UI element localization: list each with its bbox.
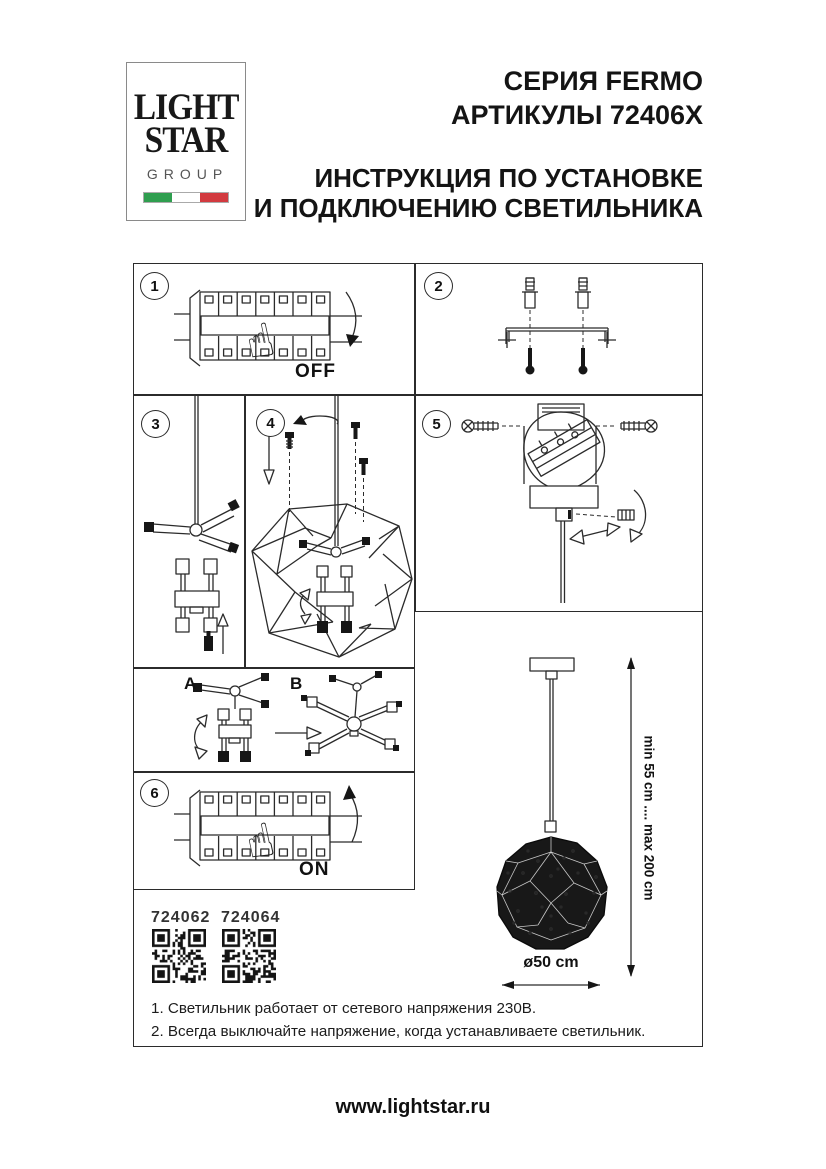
lightstar-logo — [126, 62, 246, 221]
flag-white — [172, 193, 200, 202]
step-4-cage-shade-diagram — [247, 396, 415, 666]
step-2-number: 2 — [424, 272, 453, 300]
on-label: ON — [299, 859, 330, 880]
note-1: 1. Светильник работает от сетевого напряжения 230В. — [151, 1000, 537, 1017]
step-5-number: 5 — [422, 410, 451, 438]
product-code-724062: 724062 — [151, 909, 211, 926]
height-range-dimension: min 55 cm .... max 200 cm — [641, 735, 657, 901]
step-3-rod-spider-diagram — [133, 396, 245, 666]
step-6-breaker-on-diagram — [170, 776, 385, 892]
instruction-line-2: И ПОДКЛЮЧЕНИЮ СВЕТИЛЬНИКА — [253, 193, 703, 223]
variant-a-label: A — [184, 674, 197, 693]
variant-ab-diagram — [135, 669, 415, 771]
safety-notes — [151, 997, 645, 1043]
qr-code-724062 — [152, 929, 206, 983]
logo-word-light: LIGHT — [133, 87, 239, 128]
variant-b-label: B — [290, 674, 303, 693]
step-2-hardware-diagram — [418, 266, 703, 394]
product-code-724064: 724064 — [221, 909, 281, 926]
qr-code-724064 — [222, 929, 276, 983]
flag-red — [200, 193, 228, 202]
note-2: 2. Всегда выключайте напряжение, когда устанавливаете светильник. — [151, 1023, 646, 1040]
pendant-lamp-overview — [418, 611, 703, 1047]
step-5-ceiling-mount-diagram — [418, 398, 703, 612]
series-title: СЕРИЯ FERMO — [503, 66, 703, 96]
flag-green — [144, 193, 172, 202]
header-titles — [451, 64, 703, 132]
italian-flag-icon — [143, 192, 229, 203]
instruction-line-1: ИНСТРУКЦИЯ ПО УСТАНОВКЕ — [314, 163, 703, 193]
articles-title: АРТИКУЛЫ 72406X — [451, 100, 703, 130]
step-6-number: 6 — [140, 779, 169, 807]
off-label: OFF — [295, 361, 336, 382]
step-4-number: 4 — [256, 409, 285, 437]
logo-word-group: GROUP — [146, 166, 229, 182]
step-1-number: 1 — [140, 272, 169, 300]
logo-word-star: STAR — [144, 120, 228, 161]
website-link[interactable]: www.lightstar.ru — [335, 1096, 491, 1118]
pointing-hand-icon: ☝ — [240, 811, 280, 871]
step-3-number: 3 — [141, 410, 170, 438]
diameter-dimension: ø50 cm — [523, 954, 579, 971]
instruction-title — [254, 163, 703, 223]
pointing-hand-icon: ☝ — [240, 311, 280, 371]
step-1-breaker-off-diagram — [170, 276, 385, 392]
